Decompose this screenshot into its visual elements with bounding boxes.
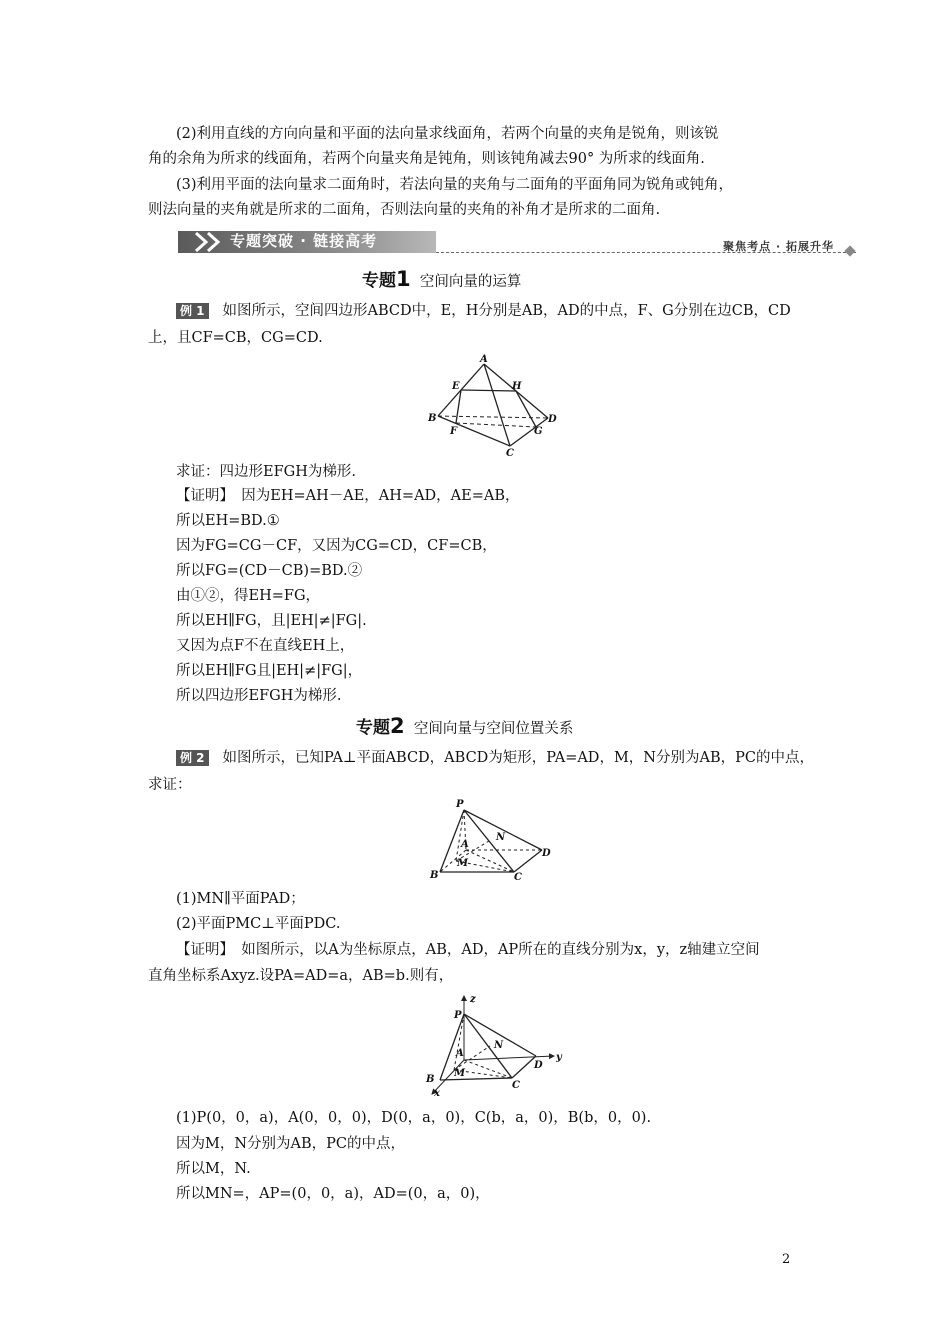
topic-2-number: 2 — [390, 714, 405, 738]
proof-1-line-9: 所以四边形EFGH为梯形. — [176, 688, 342, 704]
proof-1-line-8: 所以EH∥FG且|EH|≠|FG|， — [176, 663, 363, 679]
example-2-line2: 求证： — [148, 777, 192, 793]
intro-p2-line2: 角的余角为所求的线面角，若两个向量夹角是钝角，则该钝角减去90° 为所求的线面角. — [148, 151, 705, 167]
proof-1-line-3: 因为FG=CG－CF，又因为CG=CD，CF=CB， — [176, 538, 497, 554]
section-banner — [178, 228, 858, 258]
proof-1-line-7: 又因为点F不在直线EH上， — [176, 638, 355, 654]
topic-1-title: 空间向量的运算 — [419, 274, 522, 290]
proof-1-line-4: 所以FG=(CD－CB)=BD.② — [176, 563, 363, 579]
topic-2-heading — [356, 713, 573, 738]
topic-1-label: 专题 — [362, 271, 396, 291]
example-1-text: 如图所示，空间四边形ABCD中，E，H分别是AB，AD的中点，F、G分别在边CB，CD — [222, 303, 791, 319]
fig2-label-c: C — [514, 872, 522, 883]
proof-3-line-2: 所以M，N. — [176, 1161, 251, 1177]
fig3-label-z: z — [470, 994, 476, 1005]
proof-1-line-5: 由①②，得EH=FG， — [176, 588, 321, 604]
topic-2-label: 专题 — [356, 718, 390, 738]
intro-p3-line2: 则法向量的夹角就是所求的二面角，否则法向量的夹角的补角才是所求的二面角. — [148, 202, 661, 218]
example-1-line2: 上，且CF=CB，CG=CD. — [148, 330, 323, 346]
intro-p2-line1: (2)利用直线的方向向量和平面的法向量求线面角，若两个向量的夹角是锐角，则该锐 — [176, 126, 719, 142]
fig2-label-d: D — [542, 848, 551, 859]
proof-1-line-2: 所以EH=BD.① — [176, 513, 280, 529]
figure-2-pyramid — [426, 796, 560, 884]
fig2-label-m: M — [457, 858, 469, 869]
fig3-label-d: D — [534, 1060, 543, 1071]
fig1-label-g: G — [534, 426, 543, 437]
proof-1-line-0: 求证：四边形EFGH为梯形. — [176, 464, 356, 480]
example-2-line1 — [176, 748, 814, 768]
fig3-label-a: A — [456, 1048, 464, 1059]
fig3-label-b: B — [426, 1074, 435, 1085]
proof-2-line-3: 直角坐标系Axyz.设PA=AD=a，AB=b.则有， — [148, 968, 454, 984]
figure-3-coordinate-pyramid — [418, 992, 568, 1098]
fig1-label-h: H — [512, 381, 522, 392]
fig2-label-b: B — [430, 870, 439, 881]
topic-2-title: 空间向量与空间位置关系 — [413, 721, 574, 737]
example-2-label: 例 2 — [176, 750, 209, 766]
fig2-label-a: A — [461, 839, 469, 850]
intro-p3-line1: (3)利用平面的法向量求二面角时，若法向量的夹角与二面角的平面角同为锐角或钝角， — [176, 177, 734, 193]
topic-1-number: 1 — [396, 267, 411, 291]
fig1-label-b: B — [428, 413, 437, 424]
topic-1-heading — [362, 266, 521, 291]
fig3-label-y: y — [556, 1052, 562, 1063]
fig2-label-n: N — [496, 832, 506, 843]
proof-3-line-0: (1)P(0，0，a)，A(0，0，0)，D(0，a，0)，C(b，a，0)，B(b，0，0). — [176, 1110, 652, 1126]
page-number: 2 — [782, 1252, 791, 1267]
proof-1-line-1: 【证明】 因为EH=AH－AE，AH=AD，AE=AB， — [176, 488, 520, 504]
fig3-label-c: C — [512, 1080, 520, 1091]
fig1-label-f: F — [450, 426, 458, 437]
proof-3-line-3: 所以MN=，AP=(0，0，a)，AD=(0，a，0)， — [176, 1186, 490, 1202]
example-1-line1 — [176, 301, 791, 321]
proof-3-line-1: 因为M，N分别为AB，PC的中点， — [176, 1136, 406, 1152]
fig1-label-e: E — [452, 381, 460, 392]
fig3-label-p: P — [454, 1010, 462, 1021]
proof-2-line-0: (1)MN∥平面PAD； — [176, 891, 305, 907]
fig3-label-x: x — [434, 1088, 440, 1098]
fig3-label-n: N — [494, 1040, 504, 1051]
banner-subtitle: 聚焦考点 · 拓展升华 — [723, 240, 834, 253]
figure-1-tetrahedron — [424, 352, 560, 458]
proof-1-line-6: 所以EH∥FG，且|EH|≠|FG|. — [176, 613, 367, 629]
example-2-text: 如图所示，已知PA⊥平面ABCD，ABCD为矩形，PA=AD，M，N分别为AB，PC的中点， — [222, 750, 814, 766]
chevron-right-icon — [192, 231, 228, 253]
diamond-icon — [844, 245, 855, 256]
fig1-label-a: A — [480, 354, 488, 365]
proof-2-line-2: 【证明】 如图所示，以A为坐标原点，AB，AD，AP所在的直线分别为x，y，z轴建立空间 — [176, 942, 760, 958]
banner-title: 专题突破 · 链接高考 — [230, 232, 378, 250]
fig2-label-p: P — [456, 799, 464, 810]
proof-2-line-1: (2)平面PMC⊥平面PDC. — [176, 916, 341, 932]
fig1-label-d: D — [548, 414, 557, 425]
example-1-label: 例 1 — [176, 303, 209, 319]
fig1-label-c: C — [506, 448, 514, 458]
fig3-label-m: M — [454, 1068, 466, 1079]
